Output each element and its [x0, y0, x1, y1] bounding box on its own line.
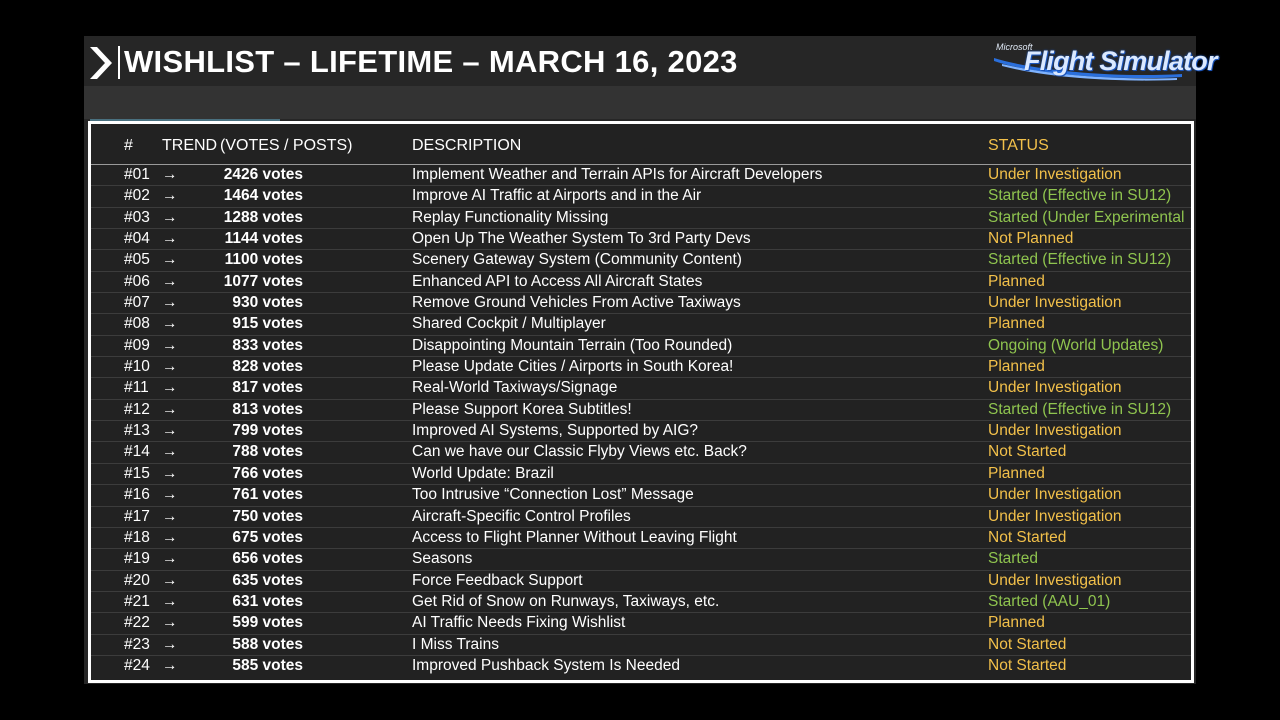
trend-arrow-icon: → — [162, 486, 178, 504]
table-row — [91, 186, 1191, 207]
row-number: #14 — [124, 443, 150, 461]
row-status: Not Started — [988, 635, 1067, 653]
row-description: Enhanced API to Access All Aircraft States — [412, 272, 703, 290]
trend-arrow-icon: → — [162, 166, 178, 183]
row-description: Please Update Cities / Airports in South Korea! — [412, 358, 734, 376]
row-description: Implement Weather and Terrain APIs for Aircraft Developers — [412, 166, 823, 183]
row-status: Under Investigation — [988, 507, 1122, 525]
table-row — [91, 635, 1191, 656]
trend-arrow-icon: → — [162, 614, 178, 632]
trend-arrow-icon: → — [162, 571, 178, 589]
row-description: Improve AI Traffic at Airports and in the Air — [412, 187, 702, 205]
row-status: Under Investigation — [988, 422, 1122, 440]
row-description: Access to Flight Planner Without Leaving Flight — [412, 528, 737, 546]
table-row — [91, 549, 1191, 570]
row-votes: 750 votes — [232, 507, 303, 525]
row-number: #23 — [124, 635, 150, 653]
row-votes: 1144 votes — [224, 230, 303, 248]
row-number: #10 — [124, 358, 150, 376]
table-row — [91, 571, 1191, 592]
row-status: Not Started — [988, 443, 1067, 461]
table-row — [91, 229, 1191, 250]
row-status: Started (Effective in SU12) — [988, 400, 1172, 418]
row-status: Under Investigation — [988, 166, 1122, 183]
table-row — [91, 336, 1191, 357]
row-status: Under Investigation — [988, 379, 1122, 397]
row-description: Scenery Gateway System (Community Content) — [412, 251, 742, 269]
row-description: Replay Functionality Missing — [412, 208, 609, 226]
table-row — [91, 208, 1191, 229]
row-votes: 656 votes — [232, 550, 303, 568]
row-description: Get Rid of Snow on Runways, Taxiways, etc. — [412, 592, 720, 610]
trend-arrow-icon: → — [162, 464, 178, 482]
table-row — [91, 507, 1191, 528]
row-votes: 1077 votes — [223, 272, 303, 290]
row-status: Ongoing (World Updates) — [988, 336, 1164, 354]
row-description: Can we have our Classic Flyby Views etc. Back? — [412, 443, 747, 461]
row-description: Force Feedback Support — [412, 571, 583, 589]
trend-arrow-icon: → — [162, 358, 178, 376]
row-number: #17 — [124, 507, 150, 525]
row-description: Real-World Taxiways/Signage — [412, 379, 618, 397]
column-header-status: STATUS — [988, 137, 1049, 154]
row-description: Open Up The Weather System To 3rd Party Devs — [412, 230, 751, 248]
row-description: Improved AI Systems, Supported by AIG? — [412, 422, 699, 440]
row-number: #05 — [124, 251, 150, 269]
row-description: Please Support Korea Subtitles! — [412, 400, 632, 418]
row-number: #22 — [124, 614, 150, 632]
trend-arrow-icon: → — [162, 315, 178, 333]
row-votes: 1464 votes — [223, 187, 303, 205]
row-number: #12 — [124, 400, 150, 418]
row-description: Aircraft-Specific Control Profiles — [412, 507, 631, 525]
row-number: #01 — [124, 166, 150, 183]
row-votes: 799 votes — [232, 422, 303, 440]
trend-arrow-icon: → — [162, 272, 178, 290]
row-number: #20 — [124, 571, 150, 589]
row-description: Too Intrusive “Connection Lost” Message — [412, 486, 694, 504]
table-row — [91, 250, 1191, 271]
row-description: Seasons — [412, 550, 473, 568]
row-description: World Update: Brazil — [412, 464, 554, 482]
table-row — [91, 613, 1191, 634]
chevron-right-icon — [90, 47, 112, 79]
table-row — [91, 378, 1191, 399]
table-header — [91, 124, 1191, 165]
page-title: WISHLIST – LIFETIME – MARCH 16, 2023 — [124, 44, 738, 79]
trend-arrow-icon: → — [162, 550, 178, 568]
row-votes: 817 votes — [232, 379, 303, 397]
row-description: Disappointing Mountain Terrain (Too Rounded) — [412, 336, 733, 354]
trend-arrow-icon: → — [162, 400, 178, 418]
table-row — [91, 357, 1191, 378]
table-row — [91, 656, 1191, 676]
table-row — [91, 442, 1191, 463]
row-votes: 599 votes — [232, 614, 303, 632]
row-status: Not Planned — [988, 230, 1074, 248]
row-number: #03 — [124, 208, 150, 226]
row-number: #18 — [124, 528, 150, 546]
row-votes: 2426 votes — [223, 166, 303, 183]
row-status: Under Investigation — [988, 486, 1122, 504]
row-number: #15 — [124, 464, 150, 482]
table-row — [91, 464, 1191, 485]
row-number: #04 — [124, 230, 150, 248]
row-votes: 588 votes — [232, 635, 303, 653]
row-number: #11 — [124, 379, 149, 397]
trend-arrow-icon: → — [162, 592, 178, 610]
table-row — [91, 528, 1191, 549]
row-votes: 828 votes — [232, 358, 303, 376]
row-number: #24 — [124, 656, 150, 674]
column-header-description: DESCRIPTION — [412, 137, 522, 154]
row-description: Shared Cockpit / Multiplayer — [412, 315, 606, 333]
header-bar — [84, 36, 1217, 86]
row-votes: 585 votes — [232, 656, 303, 674]
row-votes: 1288 votes — [223, 208, 303, 226]
trend-arrow-icon: → — [162, 187, 178, 205]
row-number: #07 — [124, 294, 150, 312]
slide — [84, 36, 1217, 684]
row-status: Under Investigation — [988, 571, 1122, 589]
trend-arrow-icon: → — [162, 443, 178, 461]
row-votes: 631 votes — [232, 592, 303, 610]
row-status: Planned — [988, 272, 1045, 290]
trend-arrow-icon: → — [162, 208, 178, 226]
table-row — [91, 485, 1191, 506]
row-votes: 930 votes — [232, 294, 303, 312]
row-votes: 635 votes — [232, 571, 303, 589]
row-status: Started (Effective in SU12) — [988, 251, 1172, 269]
row-number: #06 — [124, 272, 150, 290]
table-row — [91, 400, 1191, 421]
row-status: Planned — [988, 464, 1045, 482]
trend-arrow-icon: → — [162, 230, 178, 248]
wishlist-table — [88, 121, 1194, 683]
logo-flight-simulator-text: Flight Simulator — [1024, 46, 1217, 76]
row-status: Not Started — [988, 656, 1067, 674]
table-row — [91, 314, 1191, 335]
trend-arrow-icon: → — [162, 379, 178, 397]
row-number: #16 — [124, 486, 150, 504]
row-votes: 833 votes — [232, 336, 303, 354]
row-number: #09 — [124, 336, 150, 354]
title-divider — [118, 46, 120, 79]
row-status: Not Started — [988, 528, 1067, 546]
table-body — [91, 165, 1191, 676]
table-row — [91, 272, 1191, 293]
trend-arrow-icon: → — [162, 507, 178, 525]
trend-arrow-icon: → — [162, 251, 178, 269]
table-row — [91, 592, 1191, 613]
row-status: Started (Under Experimental — [988, 208, 1185, 226]
row-number: #13 — [124, 422, 150, 440]
column-header-trend: TREND — [162, 137, 218, 154]
table-row — [91, 421, 1191, 442]
row-status: Started (Effective in SU12) — [988, 187, 1172, 205]
row-status: Planned — [988, 315, 1045, 333]
trend-arrow-icon: → — [162, 528, 178, 546]
row-number: #21 — [124, 592, 150, 610]
row-description: Improved Pushback System Is Needed — [412, 656, 680, 674]
row-number: #02 — [124, 187, 150, 205]
row-number: #19 — [124, 550, 150, 568]
trend-arrow-icon: → — [162, 635, 178, 653]
row-votes: 813 votes — [232, 400, 303, 418]
trend-arrow-icon: → — [162, 656, 178, 674]
column-header-num: # — [124, 137, 133, 154]
row-description: AI Traffic Needs Fixing Wishlist — [412, 614, 626, 632]
row-description: Remove Ground Vehicles From Active Taxiways — [412, 294, 741, 312]
table-row — [91, 165, 1191, 186]
column-header-votes: (VOTES / POSTS) — [220, 137, 353, 154]
flight-simulator-logo — [992, 38, 1217, 84]
row-number: #08 — [124, 315, 150, 333]
row-status: Started — [988, 550, 1038, 568]
table-row — [91, 293, 1191, 314]
trend-arrow-icon: → — [162, 294, 178, 312]
row-votes: 761 votes — [232, 486, 303, 504]
row-description: I Miss Trains — [412, 635, 499, 653]
row-status: Started (AAU_01) — [988, 592, 1111, 610]
row-status: Planned — [988, 614, 1045, 632]
trend-arrow-icon: → — [162, 336, 178, 354]
row-votes: 675 votes — [232, 528, 303, 546]
row-votes: 1100 votes — [224, 251, 303, 269]
row-votes: 766 votes — [232, 464, 303, 482]
row-status: Under Investigation — [988, 294, 1122, 312]
logo-microsoft-text: Microsoft — [996, 42, 1033, 52]
trend-arrow-icon: → — [162, 422, 178, 440]
row-votes: 915 votes — [232, 315, 303, 333]
row-votes: 788 votes — [232, 443, 303, 461]
header-band — [84, 86, 1196, 119]
row-status: Planned — [988, 358, 1045, 376]
